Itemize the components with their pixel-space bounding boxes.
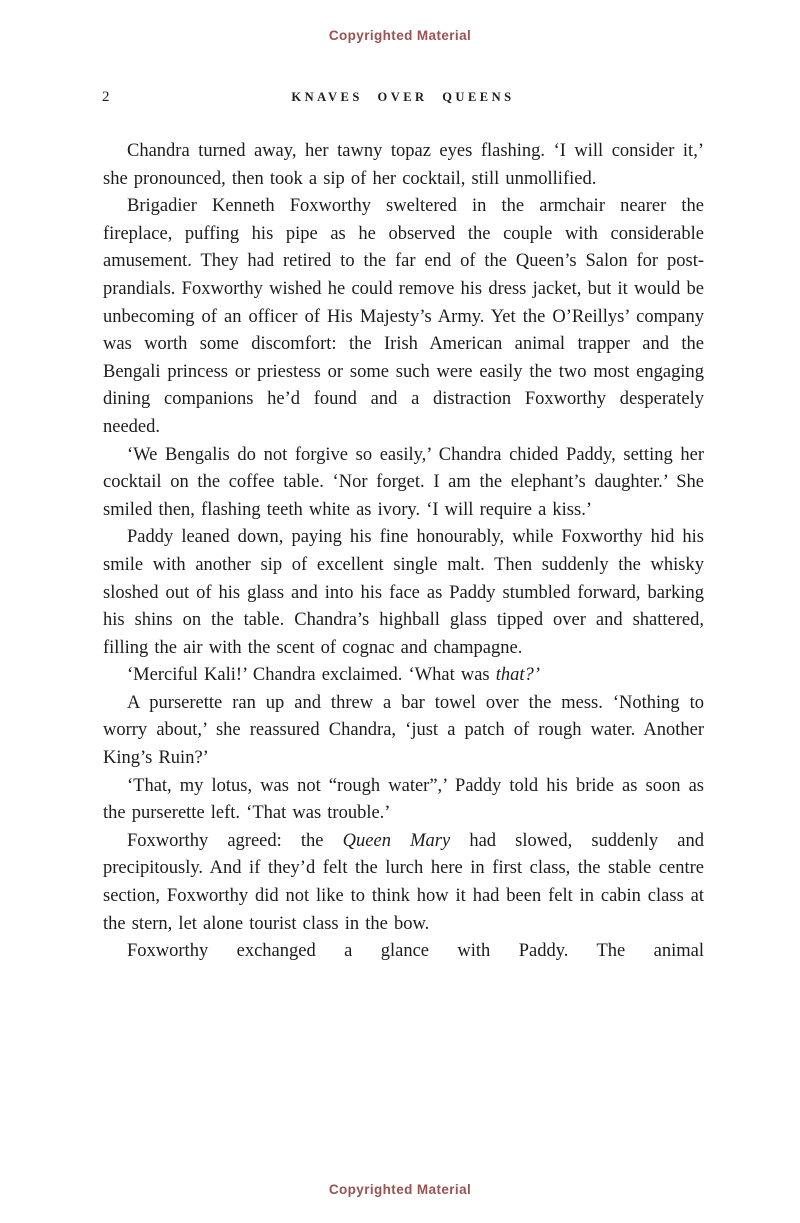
paragraph — [103, 828, 704, 938]
paragraph — [103, 193, 704, 441]
text-segment: ‘Merciful Kali!’ Chandra exclaimed. ‘What was — [127, 665, 496, 686]
paragraph — [103, 938, 704, 966]
copyright-notice-bottom: Copyrighted Material — [328, 1182, 472, 1197]
text-segment: Foxworthy agreed: the — [127, 830, 343, 851]
text-segment: ‘We Bengalis do not forgive so easily,’ Chandra chided Paddy, setting her cocktail on the coffee table. ‘Nor forget. I am the elephant’s daughter.’ She smiled then, flashing teeth white as ivory. ‘I will require a kiss.’ — [103, 444, 704, 520]
copyright-notice-top: Copyrighted Material — [328, 28, 472, 43]
paragraph — [103, 138, 704, 193]
italic-text: Queen Mary — [342, 830, 451, 851]
running-header: KNAVES OVER QUEENS — [291, 90, 515, 104]
text-segment: had slowed, suddenly and precipitously. And if they’d felt the lurch here in first class, the stable centre section, Foxworthy did not like to think how it had been felt in cabin class at the stern, let alone tourist class in the bow. — [103, 830, 704, 934]
text-segment: A purserette ran up and threw a bar towel over the mess. ‘Nothing to worry about,’ she reassured Chandra, ‘just a patch of rough water. Another King’s Ruin?’ — [103, 692, 704, 769]
page-number: 2 — [102, 89, 110, 105]
text-segment: Paddy leaned down, paying his fine honourably, while Foxworthy hid his smile with another sip of excellent single malt. Then suddenly the whisky sloshed out of his glass and into his face as Paddy stumbled forward, barking his shins on the table. Chandra’s highball glass tipped over and shattered, filling the air with the scent of cognac and champagne. — [103, 527, 704, 658]
body-text — [103, 138, 704, 966]
text-segment: Chandra turned away, her tawny topaz eyes flashing. ‘I will consider it,’ she pronounced, then took a sip of her cocktail, still unmollified. — [103, 141, 704, 189]
text-segment: Foxworthy exchanged a glance with Paddy. The animal — [127, 941, 704, 962]
paragraph — [103, 524, 704, 662]
paragraph — [103, 773, 704, 828]
page-header — [102, 88, 704, 106]
paragraph — [103, 442, 704, 525]
paragraph — [103, 690, 704, 773]
text-segment: Brigadier Kenneth Foxworthy sweltered in the armchair nearer the fireplace, puffing his pipe as he observed the couple with considerable amusement. They had retired to the far end of the Queen’s Salon for post-prandials. Foxworthy wished he could remove his dress jacket, but it would be unbecoming of an officer of His Majesty’s Army. Yet the O’Reillys’ company was worth some discomfort: the Irish American animal trapper and the Bengali princess or priestess or some such were easily the two most engaging dining companions he’d found and a distraction Foxworthy desperately needed. — [103, 196, 704, 437]
paragraph — [103, 662, 704, 690]
text-segment: ‘That, my lotus, was not “rough water”,’ Paddy told his bride as soon as the purserette left. ‘That was trouble.’ — [103, 775, 704, 824]
italic-text: that?’ — [495, 665, 540, 686]
